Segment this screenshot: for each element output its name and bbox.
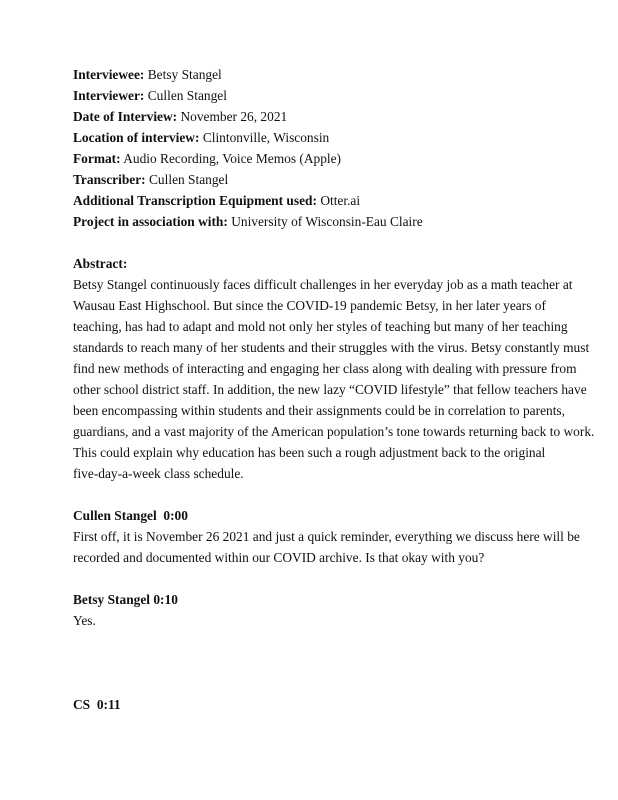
metadata-value: University of Wisconsin-Eau Claire — [231, 214, 423, 229]
abstract-line: Betsy Stangel continuously faces difficult challenges in her everyday job as a math teacher at — [73, 277, 573, 292]
metadata-date — [73, 106, 553, 127]
metadata-label: Transcriber: — [73, 172, 146, 187]
abstract-line: find new methods of interacting and engaging her class along with dealing with pressure from — [73, 361, 577, 376]
metadata-label: Interviewee: — [73, 67, 145, 82]
speaker-timestamp: Cullen Stangel 0:00 — [73, 508, 188, 523]
metadata-location — [73, 127, 553, 148]
metadata-format — [73, 148, 553, 169]
abstract-line: standards to reach many of her students and their struggles with the virus. Betsy constantly must — [73, 340, 590, 355]
spacer — [73, 484, 553, 505]
transcript-line: First off, it is November 26 2021 and just a quick reminder, everything we discuss here will be — [73, 529, 580, 544]
metadata-label: Interviewer: — [73, 88, 145, 103]
transcript-entry — [73, 589, 553, 631]
abstract-line: been encompassing within students and their assignments could be in correlation to parents, — [73, 403, 565, 418]
metadata-block — [73, 64, 553, 232]
metadata-label: Date of Interview: — [73, 109, 178, 124]
transcript-line: Yes. — [73, 613, 96, 628]
document-page — [73, 64, 595, 715]
speaker-timestamp: Betsy Stangel 0:10 — [73, 592, 178, 607]
metadata-value: Cullen Stangel — [147, 88, 227, 103]
abstract-line: guardians, and a vast majority of the American population’s tone towards returning back to work. — [73, 424, 595, 439]
transcript-entry — [73, 694, 553, 715]
spacer — [73, 232, 553, 253]
metadata-label: Format: — [73, 151, 121, 166]
abstract-line: Wausau East Highschool. But since the COVID-19 pandemic Betsy, in her later years of — [73, 298, 546, 313]
metadata-interviewer — [73, 85, 553, 106]
transcript-line: recorded and documented within our COVID archive. Is that okay with you? — [73, 550, 485, 565]
metadata-equipment — [73, 190, 553, 211]
metadata-label: Location of interview: — [73, 130, 200, 145]
metadata-value: Clintonville, Wisconsin — [202, 130, 330, 145]
metadata-interviewee — [73, 64, 553, 85]
spacer — [73, 568, 553, 589]
abstract-line: This could explain why education has been such a rough adjustment back to the original — [73, 445, 546, 460]
abstract-line: teaching, has had to adapt and mold not only her styles of teaching but many of her teaching — [73, 319, 568, 334]
metadata-project — [73, 211, 553, 232]
metadata-label: Project in association with: — [73, 214, 228, 229]
metadata-value: Audio Recording, Voice Memos (Apple) — [123, 151, 342, 166]
metadata-value: Betsy Stangel — [147, 67, 222, 82]
speaker-timestamp: CS 0:11 — [73, 697, 121, 712]
spacer — [73, 631, 553, 694]
metadata-value: November 26, 2021 — [180, 109, 288, 124]
abstract-section — [73, 253, 595, 484]
metadata-transcriber — [73, 169, 553, 190]
abstract-heading: Abstract: — [73, 256, 128, 271]
transcript-entry — [73, 505, 580, 568]
metadata-value: Cullen Stangel — [149, 172, 229, 187]
abstract-line: five-day-a-week class schedule. — [73, 466, 244, 481]
metadata-label: Additional Transcription Equipment used: — [73, 193, 317, 208]
abstract-line: other school district staff. In addition, the new lazy “COVID lifestyle” that fellow teachers have — [73, 382, 587, 397]
metadata-value: Otter.ai — [320, 193, 361, 208]
